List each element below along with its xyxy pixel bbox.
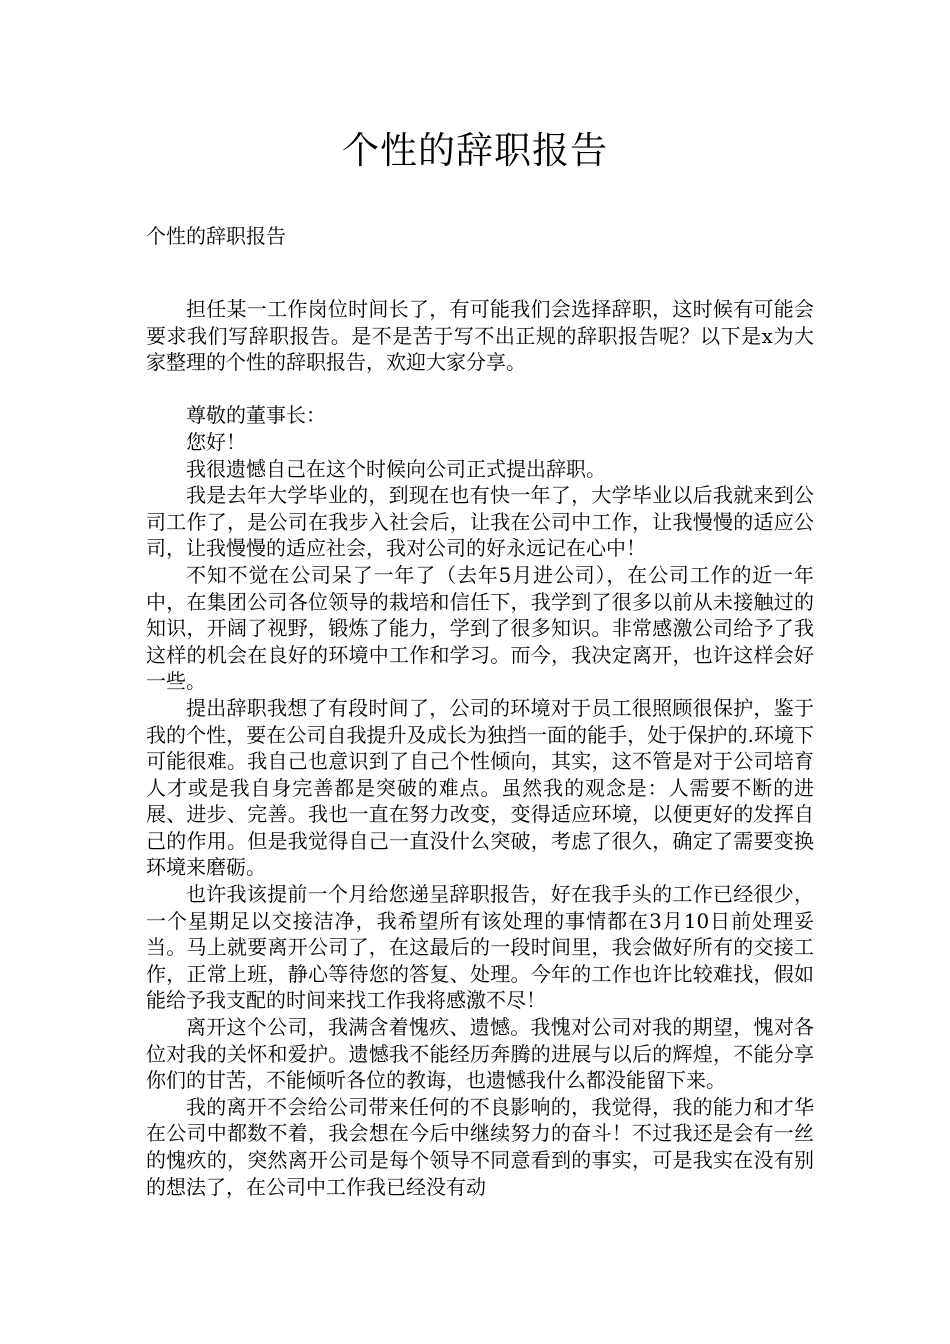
body-paragraph: 离开这个公司，我满含着愧疚、遗憾。我愧对公司对我的期望，愧对各位对我的关怀和爱护。遗憾我不能经历奔腾的进展与以后的辉煌，不能分享你们的甘苦，不能倾听各位的教诲，也遗憾我什么都没能留下来。 — [146, 1015, 814, 1093]
document-title: 个性的辞职报告 — [342, 129, 608, 172]
paragraph-spacer — [146, 376, 814, 403]
body-paragraph: 不知不觉在公司呆了一年了（去年5月进公司），在公司工作的近一年中，在集团公司各位领导的栽培和信任下，我学到了很多以前从未接触过的知识，开阔了视野，锻炼了能力，学到了很多知识。非常感激公司给予了我这样的机会在良好的环境中工作和学习。而今，我决定离开，也许这样会好一些。 — [146, 562, 814, 694]
document-body — [146, 296, 814, 1200]
body-paragraph: 我是去年大学毕业的，到现在也有快一年了，大学毕业以后我就来到公司工作了，是公司在我步入社会后，让我在公司中工作，让我慢慢的适应公司，让我慢慢的适应社会，我对公司的好永远记在心中！ — [146, 483, 814, 561]
salutation: 尊敬的董事长： — [186, 403, 326, 428]
body-paragraph: 也许我该提前一个月给您递呈辞职报告，好在我手头的工作已经很少，一个星期足以交接洁净，我希望所有该处理的事情都在3月10日前处理妥当。马上就要离开公司了，在这最后的一段时间里，我会做好所有的交接工作，正常上班，静心等待您的答复、处理。今年的工作也许比较难找，假如能给予我支配的时间来找工作我将感激不尽！ — [146, 882, 814, 1013]
body-paragraph: 提出辞职我想了有段时间了，公司的环境对于员工很照顾很保护，鉴于我的个性，要在公司自我提升及成长为独挡一面的能手，处于保护的.环境下可能很难。我自己也意识到了自己个性倾向，其实，这不管是对于公司培育人才或是我自身完善都是突破的难点。虽然我的观念是：人需要不断的进展、进步、完善。我也一直在努力改变，变得适应环境，以便更好的发挥自己的作用。但是我觉得自己一直没什么突破，考虑了很久，确定了需要变换环境来磨砺。 — [146, 695, 814, 880]
document-subtitle: 个性的辞职报告 — [146, 224, 286, 248]
intro-paragraph: 担任某一工作岗位时间长了，有可能我们会选择辞职，这时候有可能会要求我们写辞职报告。是不是苦于写不出正规的辞职报告呢？以下是x为大家整理的个性的辞职报告，欢迎大家分享。 — [146, 297, 814, 375]
body-paragraph: 我很遗憾自己在这个时候向公司正式提出辞职。 — [186, 456, 606, 481]
greeting: 您好！ — [186, 429, 246, 454]
body-paragraph: 我的离开不会给公司带来任何的不良影响的，我觉得，我的能力和才华在公司中都数不着，我会想在今后中继续努力的奋斗！不过我还是会有一丝的愧疚的，突然离开公司是每个领导不同意看到的事实，可是我实在没有别的想法了，在公司中工作我已经没有动 — [146, 1094, 814, 1199]
